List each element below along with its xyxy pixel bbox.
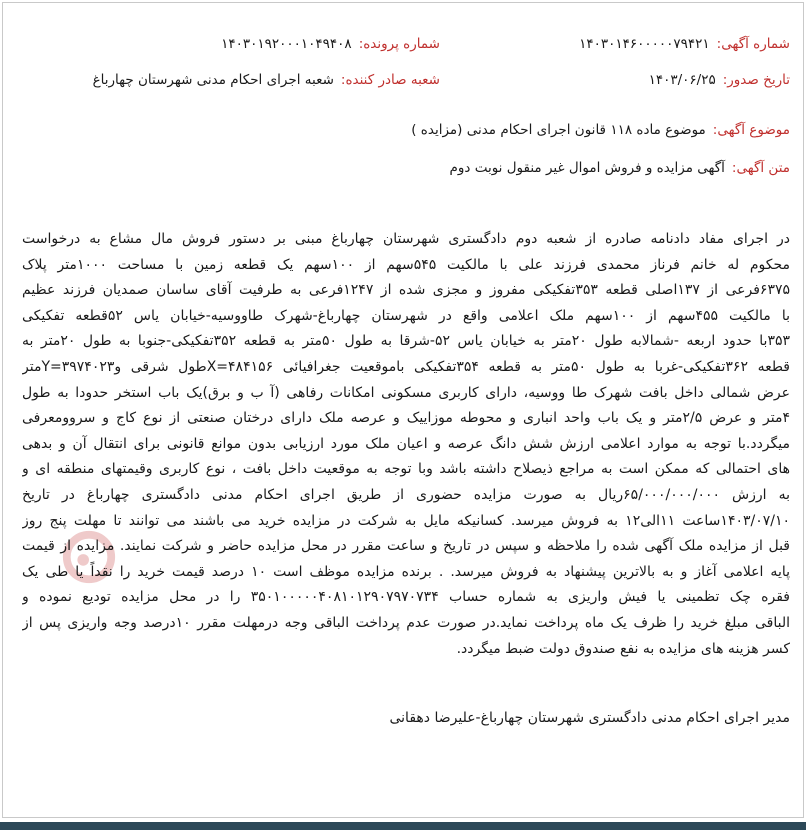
issue-date-field — [649, 70, 790, 90]
ad-number-value: ۱۴۰۳۰۱۴۶۰۰۰۰۰۷۹۴۲۱ — [579, 36, 710, 52]
body-line: قبل از مزایده ملک آگهی شده را ملاحظه و سپس در تاریخ و ساعت مقرر در محل مزایده حاضر و شرکت نمایند. مزایده از قیمت — [22, 538, 790, 555]
case-number-value: ۱۴۰۳۰۱۹۲۰۰۰۱۰۴۹۴۰۸ — [221, 36, 352, 52]
body-line: قطعه ۳۶۲تفکیکی-غربا به طول ۵۰متر به قطعه ۳۵۴تفکیکی باموقعیت جغرافیائی X=۴۸۴۱۵۶طول شرقی وY=۳۹۷۴۰۲۳متر — [22, 358, 790, 375]
body-line: الباقی مبلغ خرید را ظرف یک ماه پرداخت نماید.در صورت عدم پرداخت الباقی وجه درمهلت مقرر ۱۰درصد وجه واریزی پس از — [22, 614, 790, 631]
body-line: کسر هزینه های مزایده به نفع صندوق دولت ضبط میگردد. — [456, 640, 790, 657]
body-line: ۱۴۰۳/۰۷/۱۰ساعت ۱۱الی۱۲ به فروش میرسد. کسانیکه مایل به شرکت در مزایده خرید می باشند می توانند تا مهلت پنج روز — [22, 512, 790, 529]
notice-text-field — [450, 158, 790, 178]
case-number-field — [221, 34, 440, 54]
notice-text-value: آگهی مزایده و فروش اموال غیر منقول نوبت دوم — [449, 160, 725, 176]
issue-date-value: ۱۴۰۳/۰۶/۲۵ — [648, 72, 716, 88]
body-line: به ارزش ۶۵/۰۰۰/۰۰۰/۰۰۰ریال به صورت مزایده حضوری از طریق اجرای احکام مدنی دادگستری چهارباغ در تاریخ — [22, 486, 790, 503]
issuing-branch-value: شعبه اجرای احکام مدنی شهرستان چهارباغ — [92, 72, 334, 88]
ad-number-field — [579, 34, 790, 54]
body-line: با مالکیت ۴۵۵سهم از ۱۰۰سهم ملک اعلامی واقع در شهرستان چهارباغ-شهرک طاووسیه-خیابان یاس ۵۲قطعه تفکیکی — [22, 307, 790, 324]
subject-field — [411, 120, 790, 140]
body-line: در اجرای مفاد دادنامه صادره از شعبه دوم دادگستری شهرستان چهارباغ مبنی بر دستور فروش مال مشاع به درخواست — [22, 231, 790, 247]
body-line: عرض شمالی داخل بافت شهرک طا ووسیه، دارای کاربری مسکونی امکانات رفاهی (آ ب و برق)یک باب استخر حدودا به طول — [22, 384, 790, 401]
issue-date-label: تاریخ صدور: — [722, 72, 790, 88]
body-line: محکوم له خانم فرناز محمدی فرزند علی با مالکیت ۵۴۵سهم از ۱۰۰سهم یک قطعه زمین با مساحت ۱۰۰۰متر پلاک — [22, 256, 790, 273]
body-line: فقره چک تظمینی یا فیش واریزی به شماره حساب ۳۵۰۱۰۰۰۰۰۴۰۸۱۰۱۲۹۰۷۹۷۰۷۳۴ را در محل مزایده تودیع نموده و — [22, 589, 790, 606]
ad-number-label: شماره آگهی: — [716, 36, 790, 52]
bottom-bar — [0, 822, 806, 830]
case-number-label: شماره پرونده: — [358, 36, 440, 52]
notice-text-label: متن آگهی: — [731, 160, 790, 176]
body-line: میگردد.با توجه به موارد اعلامی ارزش شش دانگ عرصه و اعیان ملک مورد ارزیابی بدون موانع قانونی برای انتقال آن و بدهی — [22, 435, 790, 452]
issuing-branch-field — [93, 70, 440, 90]
body-line: پایه اعلامی آغاز و به بالاترین پیشنهاد به فروش میرسد. . برنده مزایده موظف است ۱۰ درصد قیمت خرید را نقداً یا طی یک — [22, 563, 790, 580]
body-line: های احتمالی که ممکن است به مراجع ذیصلاح داشته باشد وبا توجه به موقعیت داخل بافت ، نوع کاربری وقیمتهای منطقه ای و — [22, 461, 790, 478]
subject-label: موضوع آگهی: — [712, 122, 790, 138]
body-line: ۳۵۳با حدود اربعه -شمالابه طول ۲۰متر به خیابان یاس ۵۲-شرقا به طول ۵۰متر به قطعه ۳۵۲تفکیکی-جنوبا به طول ۲۰متر به — [22, 333, 790, 350]
signature: مدیر اجرای احکام مدنی دادگستری شهرستان چهارباغ-علیرضا دهقانی — [389, 710, 790, 726]
body-line: ۶۳۷۵فرعی از ۱۳۷اصلی قطعه ۳۵۳تفکیکی مفروز و مجزی شده از ۱۲۴۷فرعی به طرفیت آقای ساسان صمدیان فرزند عظیم — [22, 282, 790, 299]
body-line: ۴متر و عرض ۲/۵متر و یک باب واحد انباری و محوطه موزاییک و عرصه ملک دارای درختان صنعتی از نوع کاج و سروومعرفی — [22, 410, 790, 427]
notice-body — [22, 227, 790, 662]
issuing-branch-label: شعبه صادر کننده: — [340, 72, 440, 88]
subject-value: موضوع ماده ۱۱۸ قانون اجرای احکام مدنی (مزایده ) — [411, 122, 706, 138]
